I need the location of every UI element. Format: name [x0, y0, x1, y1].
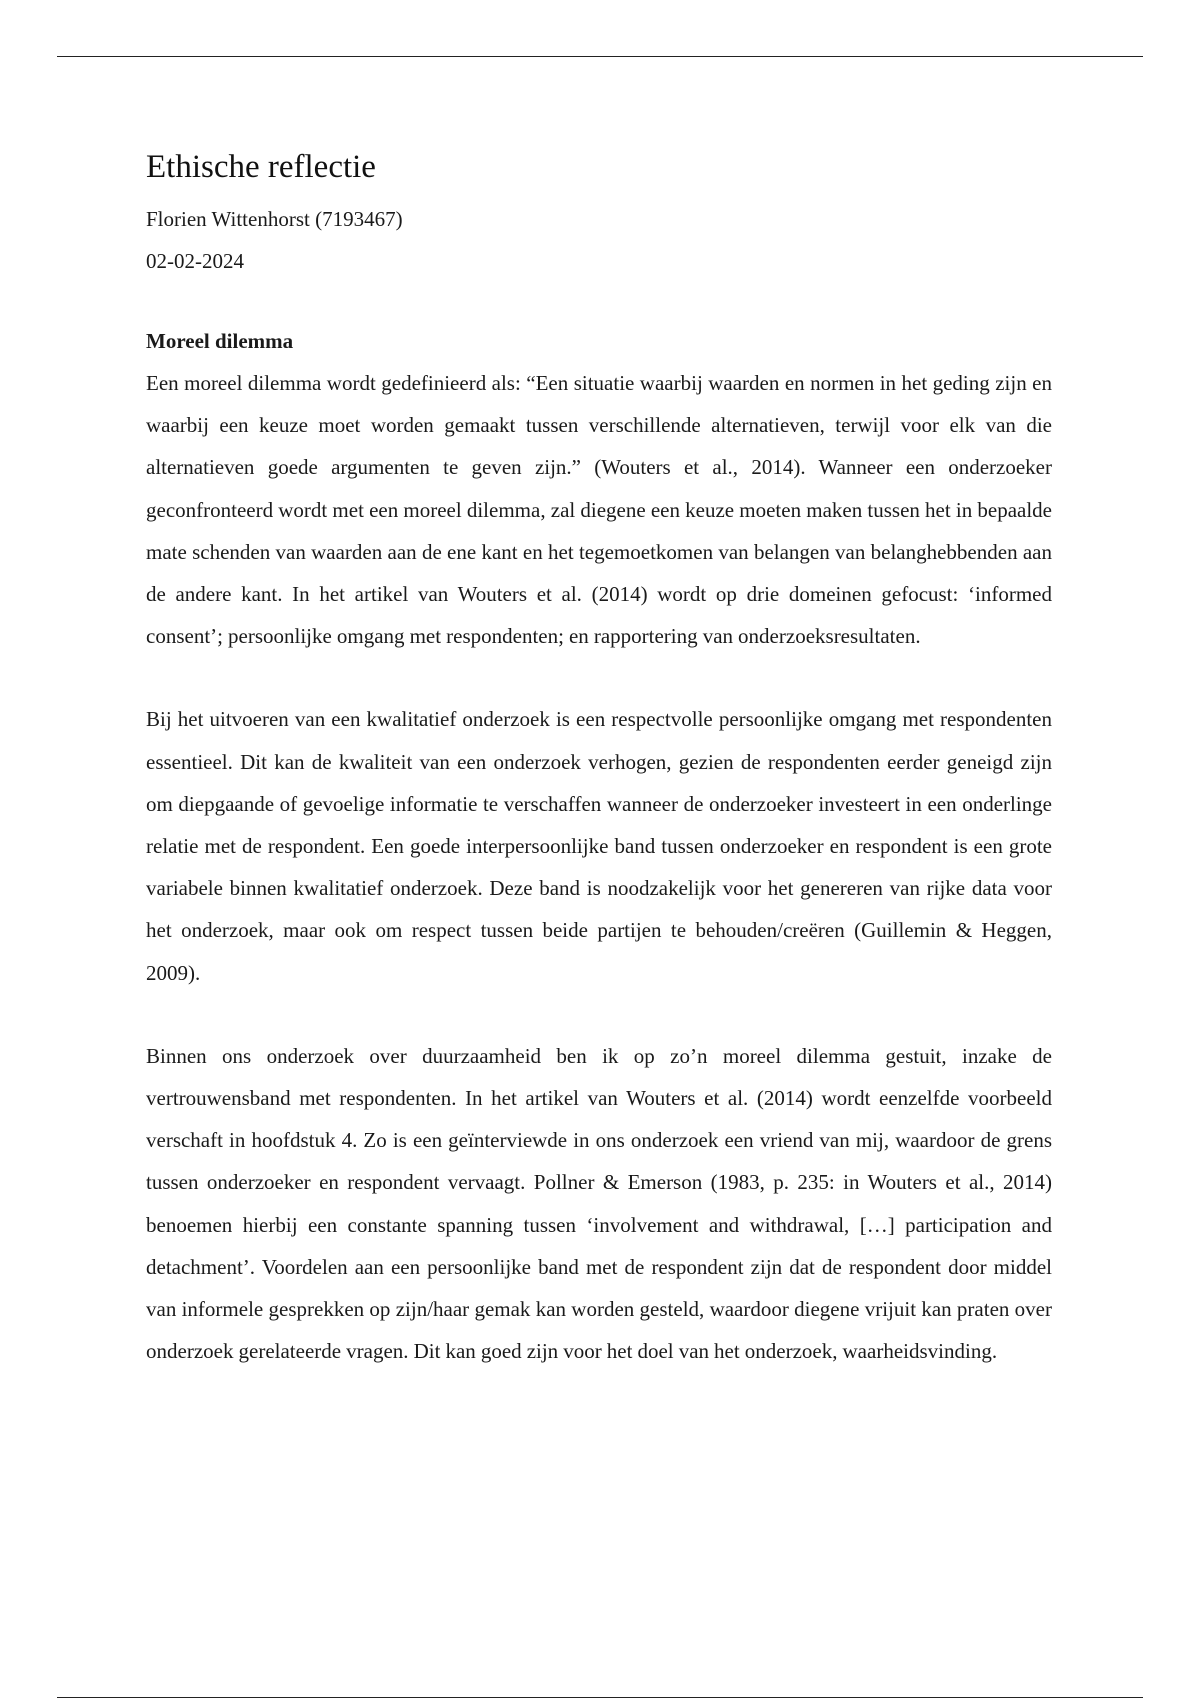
document-title: Ethische reflectie — [146, 149, 376, 185]
author-line: Florien Wittenhorst (7193467) — [146, 207, 403, 231]
date-line: 02-02-2024 — [146, 249, 244, 273]
paragraph-personal-contact: Bij het uitvoeren van een kwalitatief onderzoek is een respectvolle persoonlijke omgang met respondenten essentieel. Dit kan de kwaliteit van een onderzoek verhogen, gezien de respondenten eerder geneigd zijn om diepgaande of gevoelige informatie te verschaffen wanneer de onderzoeker investeert in een onderlinge relatie met de respondent. Een goede interpersoonlijke band tussen onderzoeker en respondent is een grote variabele binnen kwalitatief onderzoek. Deze band is noodzakelijk voor het genereren van rijke data voor het onderzoek, maar ook om respect tussen beide partijen te behouden/creëren (Guillemin & Heggen, 2009). — [146, 707, 1052, 985]
section-heading: Moreel dilemma — [146, 329, 294, 353]
paragraph-definition: Een moreel dilemma wordt gedefinieerd als: “Een situatie waarbij waarden en normen in het geding zijn en waarbij een keuze moet worden gemaakt tussen verschillende alternatieven, terwijl voor elk van die alternatieven goede argumenten te geven zijn.” (Wouters et al., 2014). Wanneer een onderzoeker geconfronteerd wordt met een moreel dilemma, zal diegene een keuze moeten maken tussen het in bepaalde mate schenden van waarden aan de ene kant en het tegemoetkomen van belangen van belanghebbenden aan de andere kant. In het artikel van Wouters et al. (2014) wordt op drie domeinen gefocust: ‘informed consent’; persoonlijke omgang met respondenten; en rapportering van onderzoeksresultaten. — [146, 371, 1052, 649]
document-body — [146, 138, 1052, 1372]
page-bottom-rule — [57, 1697, 1143, 1698]
paragraph-own-dilemma: Binnen ons onderzoek over duurzaamheid ben ik op zo’n moreel dilemma gestuit, inzake de vertrouwensband met respondenten. In het artikel van Wouters et al. (2014) wordt eenzelfde voorbeeld verschaft in hoofdstuk 4. Zo is een geïnterviewde in ons onderzoek een vriend van mij, waardoor de grens tussen onderzoeker en respondent vervaagt. Pollner & Emerson (1983, p. 235: in Wouters et al., 2014) benoemen hierbij een constante spanning tussen ‘involvement and withdrawal, […] participation and detachment’. Voordelen aan een persoonlijke band met de respondent zijn dat de respondent door middel van informele gesprekken op zijn/haar gemak kan worden gesteld, waardoor diegene vrijuit kan praten over onderzoek gerelateerde vragen. Dit kan goed zijn voor het doel van het onderzoek, waarheidsvinding. — [146, 1043, 1052, 1364]
page-top-rule — [57, 56, 1143, 57]
